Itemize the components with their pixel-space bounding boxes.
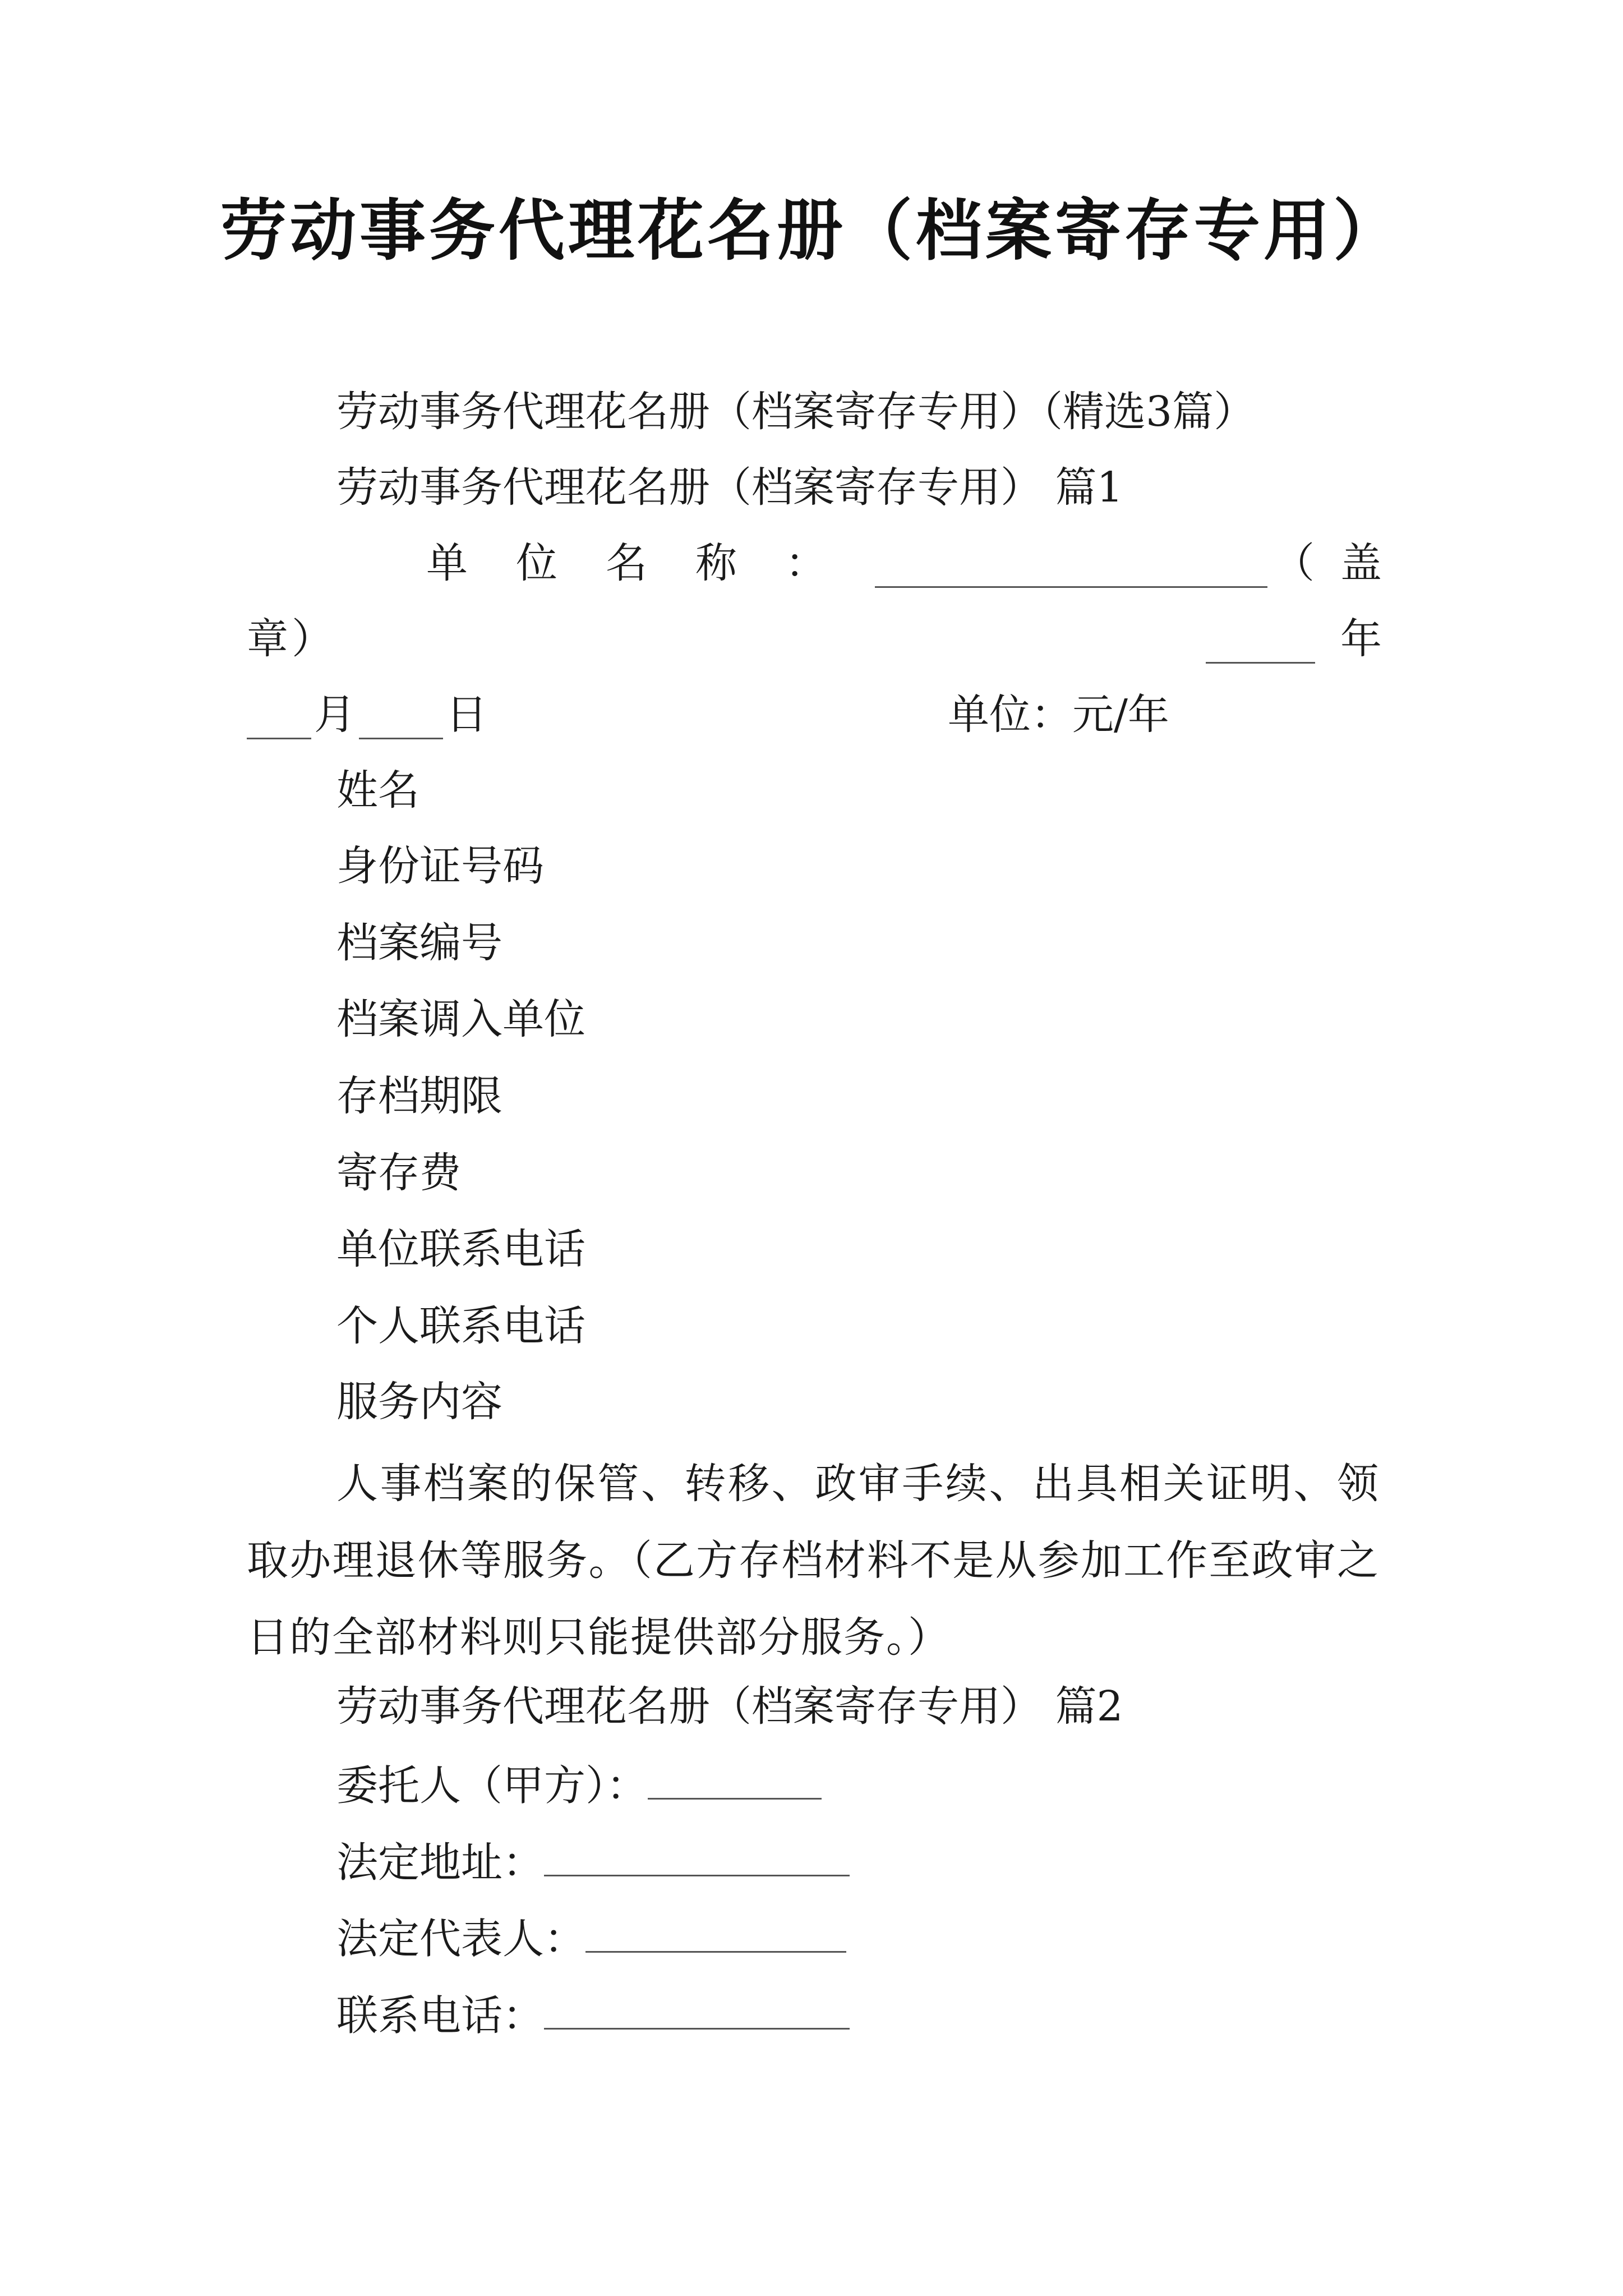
address-blank (544, 1835, 850, 1876)
seal-close-paren: ） (292, 615, 333, 663)
address-field (336, 1835, 850, 1888)
month-blank (247, 698, 311, 751)
client-field (336, 1759, 822, 1811)
representative-blank (585, 1912, 846, 1953)
seal-char: 盖 (1340, 539, 1382, 587)
field-personal-phone: 个人联系电话 (336, 1302, 585, 1350)
section2-heading: 劳动事务代理花名册（档案寄存专用） 篇2 (336, 1682, 1123, 1731)
unit-name-char: ： (785, 539, 827, 587)
field-service-content: 服务内容 (336, 1378, 502, 1426)
day-label: 日 (446, 691, 487, 739)
client-blank (648, 1759, 822, 1800)
year-blank (1206, 623, 1315, 675)
unit-name-char: 名 (606, 539, 647, 587)
phone-blank (544, 1989, 850, 2030)
field-id-number: 身份证号码 (336, 842, 544, 890)
year-label: 年 (1340, 615, 1382, 663)
seal-open-paren: （ (1273, 539, 1315, 587)
field-archive-period: 存档期限 (336, 1072, 502, 1120)
field-name: 姓名 (336, 766, 419, 815)
unit-currency: 单位：元/年 (948, 691, 1169, 739)
field-archive-transfer-unit: 档案调入单位 (336, 995, 585, 1043)
unit-name-char: 位 (516, 539, 557, 587)
unit-name-char: 单 (426, 539, 468, 587)
seal-char: 章 (247, 615, 288, 663)
month-label: 月 (314, 691, 356, 739)
day-blank (359, 698, 443, 751)
unit-name-char: 称 (695, 539, 737, 587)
unit-name-blank (875, 547, 1267, 599)
field-storage-fee: 寄存费 (336, 1149, 461, 1197)
subtitle: 劳动事务代理花名册（档案寄存专用）（精选3篇） (336, 388, 1256, 436)
phone-field (336, 1989, 850, 2041)
field-unit-phone: 单位联系电话 (336, 1225, 585, 1273)
section1-heading: 劳动事务代理花名册（档案寄存专用） 篇1 (336, 463, 1123, 512)
representative-label: 法定代表人： (336, 1915, 585, 1963)
service-paragraph: 人事档案的保管、转移、政审手续、出具相关证明、领取办理退休等服务。（乙方存档材料不是从参加工作至政审之日的全部材料则只能提供部分服务。） (247, 1460, 1380, 1662)
address-label: 法定地址： (336, 1838, 544, 1887)
field-archive-number: 档案编号 (336, 919, 502, 967)
phone-label: 联系电话： (336, 1991, 544, 2040)
document-title: 劳动事务代理花名册（档案寄存专用） (220, 191, 1403, 269)
client-label: 委托人（甲方）： (336, 1761, 648, 1810)
representative-field (336, 1912, 846, 1964)
